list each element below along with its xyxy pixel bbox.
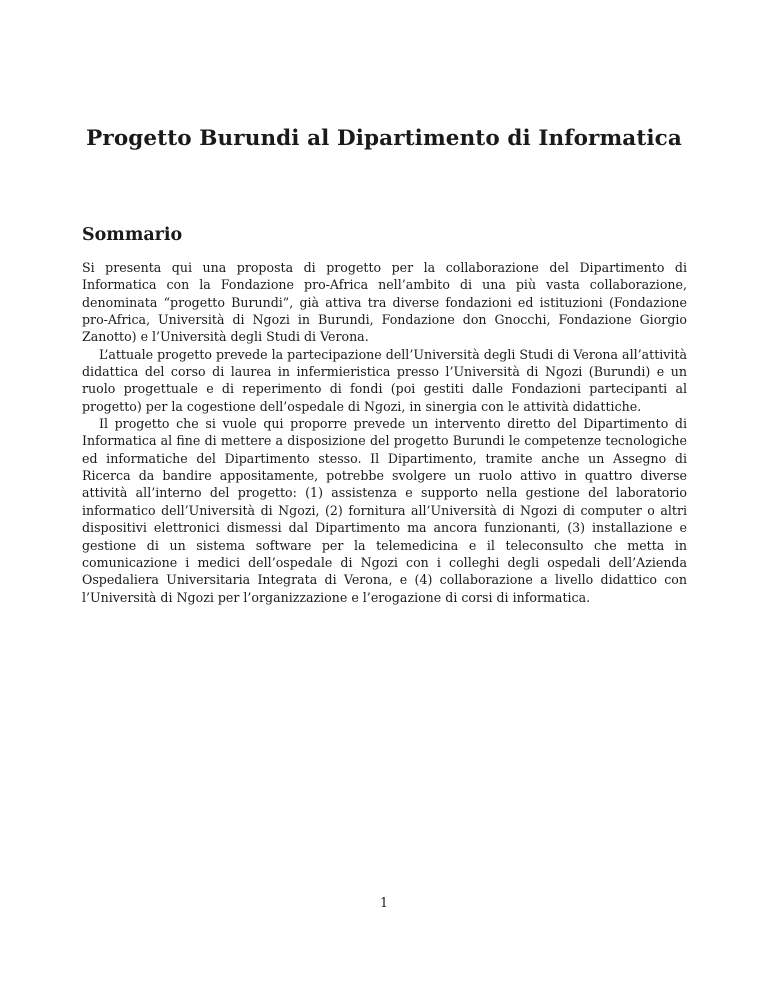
section-heading-sommario: Sommario (82, 225, 183, 245)
abstract-paragraph: Il progetto che si vuole qui proporre prevede un intervento diretto del Dipartimento di Informatica al fine di mettere a disposizione del progetto Burundi le competenze tecnologiche ed informatiche del Dipartimento stesso. Il Dipartimento, tramite anche un Assegno di Ricerca da bandire appositamente, potrebbe svolgere un ruolo attivo in quattro diverse attività all’interno del progetto: (1) assistenza e supporto nella gestione del laboratorio informatico dell’Università di Ngozi, (2) fornitura all’Università di Ngozi di computer o altri dispositivi elettronici dismessi dal Dipartimento ma ancora funzionanti, (3) installazione e gestione di un sistema software per la telemedicina e il teleconsulto che metta in comunicazione i medici dell’ospedale di Ngozi con i colleghi degli ospedali dell’Azienda Ospedaliera Universitaria Integrata di Verona, e (4) collaborazione a livello didattico con l’Università di Ngozi per l’organizzazione e l’erogazione di corsi di informatica. (82, 416, 687, 605)
abstract-paragraph: L’attuale progetto prevede la partecipazione dell’Università degli Studi di Verona all’attività didattica del corso di laurea in infermieristica presso l’Università di Ngozi (Burundi) e un ruolo progettuale e di reperimento di fondi (poi gestiti dalle Fondazioni partecipanti al progetto) per la cogestione dell’ospedale di Ngozi, in sinergia con le attività didattiche. (82, 346, 687, 414)
abstract-body (82, 259, 687, 606)
abstract-paragraph: Si presenta qui una proposta di progetto per la collaborazione del Dipartimento di Informatica con la Fondazione pro-Africa nell’ambito di una più vasta collaborazione, denominata “progetto Burundi”, già attiva tra diverse fondazioni ed istituzioni (Fondazione pro-Africa, Università di Ngozi in Burundi, Fondazione don Gnocchi, Fondazione Giorgio Zanotto) e l’Università degli Studi di Verona. (82, 260, 687, 345)
page-title: Progetto Burundi al Dipartimento di Informatica (86, 126, 682, 151)
page-number: 1 (379, 895, 388, 910)
